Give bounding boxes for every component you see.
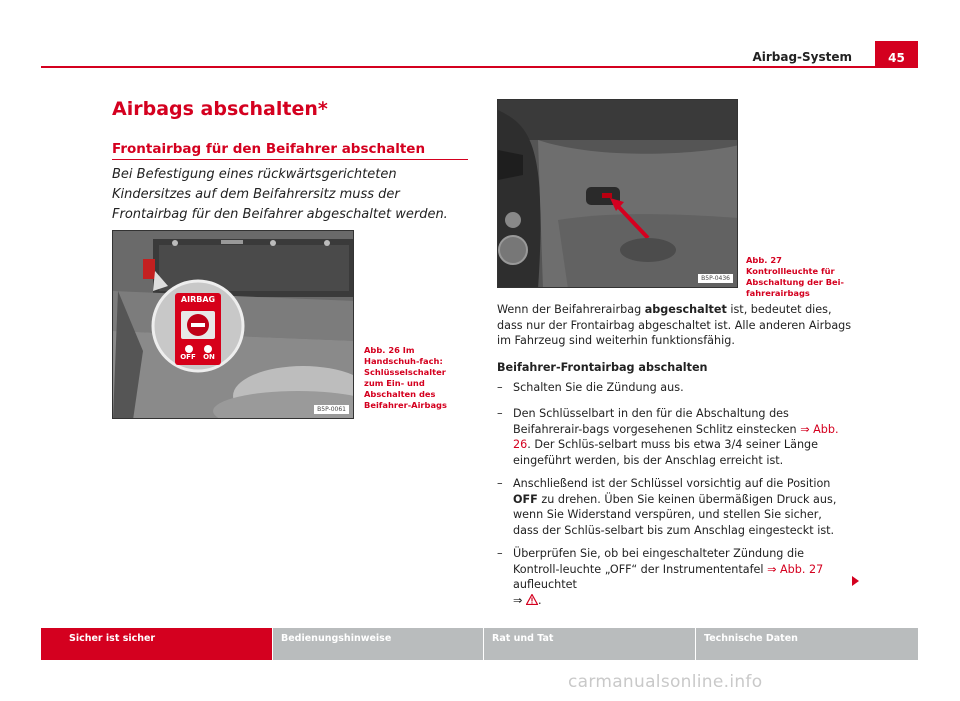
tab-bedienungshinweise[interactable]: Bedienungshinweise [273,628,483,660]
main-heading: Airbags abschalten* [112,98,328,120]
body-paragraph: Wenn der Beifahrerairbag abgeschaltet ist, bedeutet dies, dass nur der Frontairbag abgeschaltet ist. Alle anderen Airbags im Fahrzeug sind weiterhin funktionsfähig. [497,303,852,347]
tab-technische-daten[interactable]: Technische Daten [696,628,918,660]
dashboard-illustration [498,100,738,288]
section-title: Airbag-System [752,50,852,64]
page-number: 45 [875,41,918,68]
figure-27-code: B5P-0436 [698,274,733,283]
watermark: carmanualsonline.info [568,672,763,692]
continue-arrow-icon [852,576,859,586]
figure-27-caption: Abb. 27 Kontrollleuchte für Abschaltung der Bei-fahrerairbags [746,255,844,298]
figure-27-warning-light [497,99,738,288]
link-abb-27[interactable]: ⇒ Abb. 27 [767,562,824,576]
sub-heading-rule [112,159,468,160]
step-4: – Überprüfen Sie, ob bei eingeschalteter Zündung die Kontroll-leuchte „OFF“ der Instrumententafel ⇒ Abb. 27 aufleuchtet ⇒ . [497,547,824,607]
on-label: ON [203,353,215,361]
intro-paragraph: Bei Befestigung eines rückwärtsgerichteten Kindersitzes auf dem Beifahrersitz muss der Frontairbag für den Beifahrer abgeschaltet werden. [112,167,448,222]
step-2: – Den Schlüsselbart in den für die Abschaltung des Beifahrerair-bags vorgesehenen Schlitz einstecken ⇒ Abb. 26. Der Schlüs-selbart muss bis etwa 3/4 seiner Länge eingeführt werden, bis der Anschlag erreicht ist. [497,407,839,467]
off-label: OFF [180,353,196,361]
figure-26-caption: Abb. 26 Im Handschuh-fach: Schlüsselschalter zum Ein- und Abschalten des Beifahrer-Airbags [364,345,447,410]
sub-heading: Frontairbag für den Beifahrer abschalten [112,141,426,157]
tab-sicher-ist-sicher[interactable]: Sicher ist sicher [41,628,272,660]
warning-triangle-icon[interactable] [526,594,538,605]
footer-nav [41,628,918,660]
tab-rat-und-tat[interactable]: Rat und Tat [484,628,695,660]
steps-title: Beifahrer-Frontairbag abschalten [497,361,708,374]
airbag-switch-label: AIRBAG [180,295,216,304]
figure-26-code: B5P-0061 [314,405,349,414]
step-1: – Schalten Sie die Zündung aus. [497,381,684,394]
glovebox-illustration [113,231,354,419]
figure-26-glovebox-switch [112,230,354,419]
step-3: – Anschließend ist der Schlüssel vorsichtig auf die Position OFF zu drehen. Üben Sie keinen übermäßigen Druck aus, wenn Sie Widerstand verspüren, und stellen Sie sicher, dass der Schlüs-selbart bis zum Anschlag eingesteckt ist. [497,477,837,537]
link-abb-26[interactable]: ⇒ Abb. 26 [513,422,839,451]
header-rule [41,66,918,68]
